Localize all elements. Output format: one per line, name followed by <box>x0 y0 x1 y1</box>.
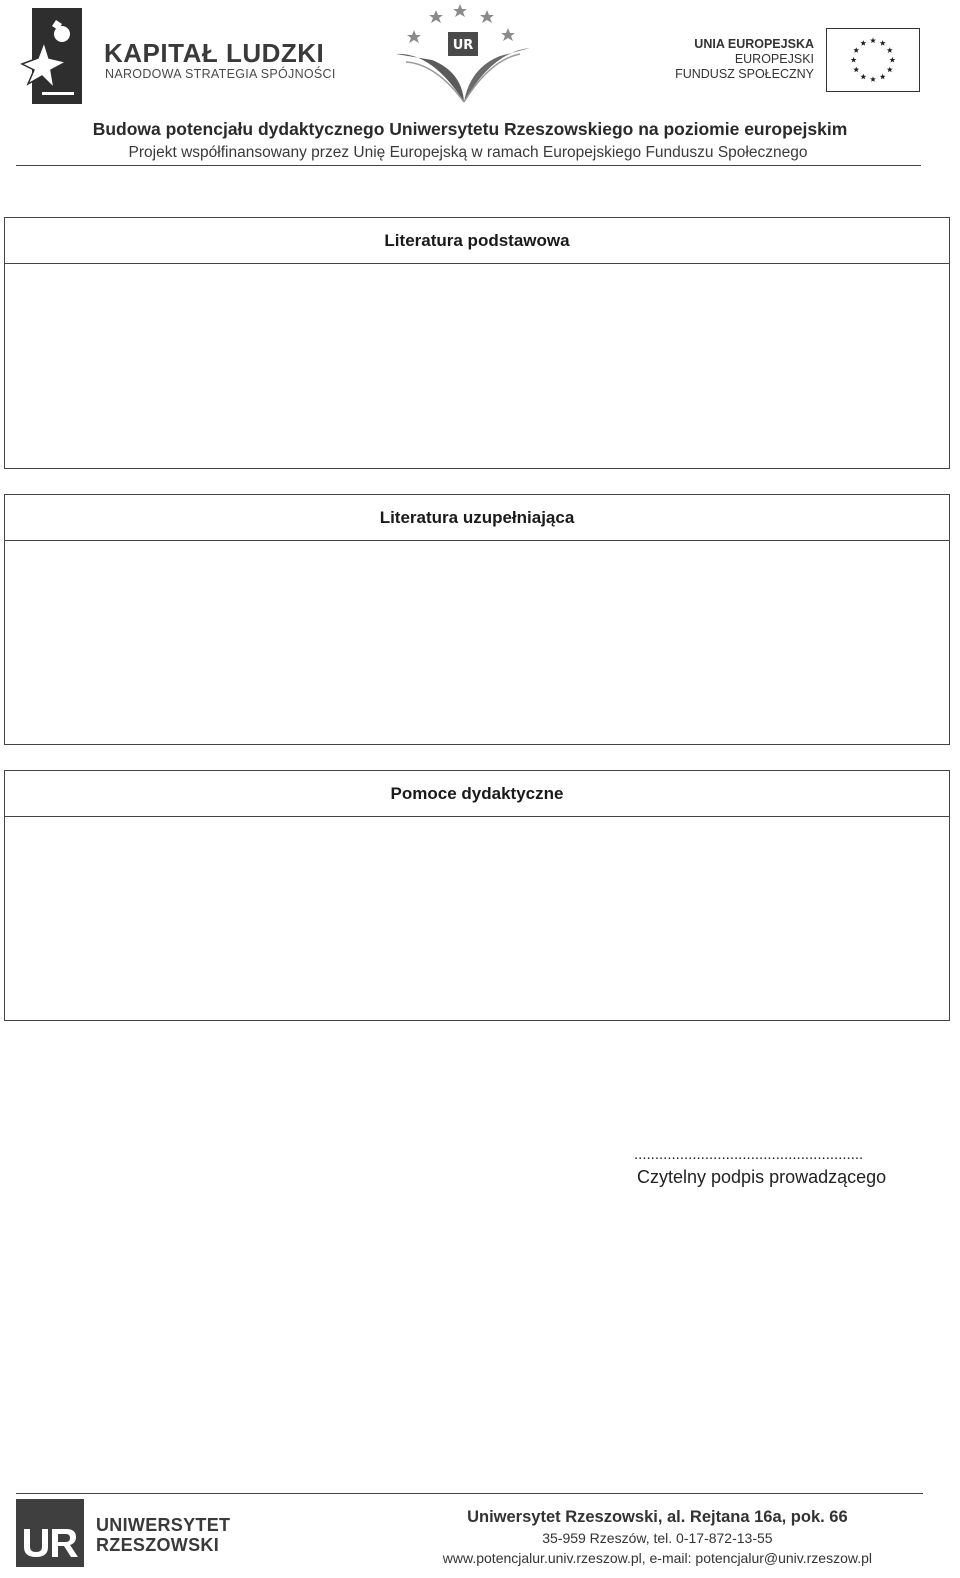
section-literatura-uzupelniajaca <box>4 494 950 745</box>
eu-star-icon <box>853 47 859 53</box>
eu-star-icon <box>851 57 857 63</box>
eu-star-icon <box>880 40 886 46</box>
header-divider <box>16 165 921 166</box>
eu-star-icon <box>880 74 886 80</box>
signature-line: ....................................................... <box>634 1146 864 1163</box>
project-title: Budowa potencjału dydaktycznego Uniwersytetu Rzeszowskiego na poziomie europejskim <box>92 119 848 139</box>
university-name <box>96 1515 230 1555</box>
uniwersytet-rzeszowski-logo-icon <box>16 1499 84 1567</box>
contact-web-email: www.potencjalur.univ.rzeszow.pl, e-mail: potencjalur@univ.rzeszow.pl <box>442 1550 872 1566</box>
eu-star-icon <box>887 47 893 53</box>
eu-flag-icon <box>826 28 920 92</box>
section-pomoce-dydaktyczne <box>4 770 950 1021</box>
contact-address: Uniwersytet Rzeszowski, al. Rejtana 16a, pok. 66 <box>467 1508 848 1526</box>
eu-star-icon <box>860 40 866 46</box>
section-title: Literatura podstawowa <box>5 218 949 264</box>
section-title: Literatura uzupełniająca <box>5 495 949 541</box>
section-title: Pomoce dydaktyczne <box>5 771 949 817</box>
eu-label <box>675 37 814 82</box>
university-name-line-1: UNIWERSYTET <box>96 1515 231 1535</box>
eu-line-2: EUROPEJSKI <box>734 52 814 66</box>
eu-star-icon <box>887 67 893 73</box>
svg-text:UR: UR <box>452 38 474 53</box>
ur-open-book-stars-icon <box>392 2 532 104</box>
section-literatura-podstawowa <box>4 217 950 469</box>
page-header <box>0 0 960 170</box>
eu-star-icon <box>889 57 895 63</box>
eu-star-icon <box>853 67 859 73</box>
university-name-line-2: RZESZOWSKI <box>96 1535 219 1555</box>
kapital-ludzki-title: KAPITAŁ LUDZKI <box>104 38 325 68</box>
project-subtitle: Projekt współfinansowany przez Unię Europejską w ramach Europejskiego Funduszu Społecznego <box>128 144 808 161</box>
eu-star-icon <box>860 74 866 80</box>
contact-city-phone: 35-959 Rzeszów, tel. 0-17-872-13-55 <box>542 1530 773 1546</box>
footer-divider <box>16 1493 923 1494</box>
signature-label: Czytelny podpis prowadzącego <box>637 1167 887 1187</box>
eu-line-3: FUNDUSZ SPOŁECZNY <box>675 67 814 81</box>
contact-info <box>443 1506 872 1568</box>
kapital-ludzki-subtitle: NARODOWA STRATEGIA SPÓJNOŚCI <box>105 67 336 81</box>
eu-star-icon <box>870 38 876 44</box>
kapital-ludzki-logo-icon <box>18 8 82 104</box>
eu-line-1: UNIA EUROPEJSKA <box>694 37 814 51</box>
eu-star-icon <box>870 76 876 82</box>
